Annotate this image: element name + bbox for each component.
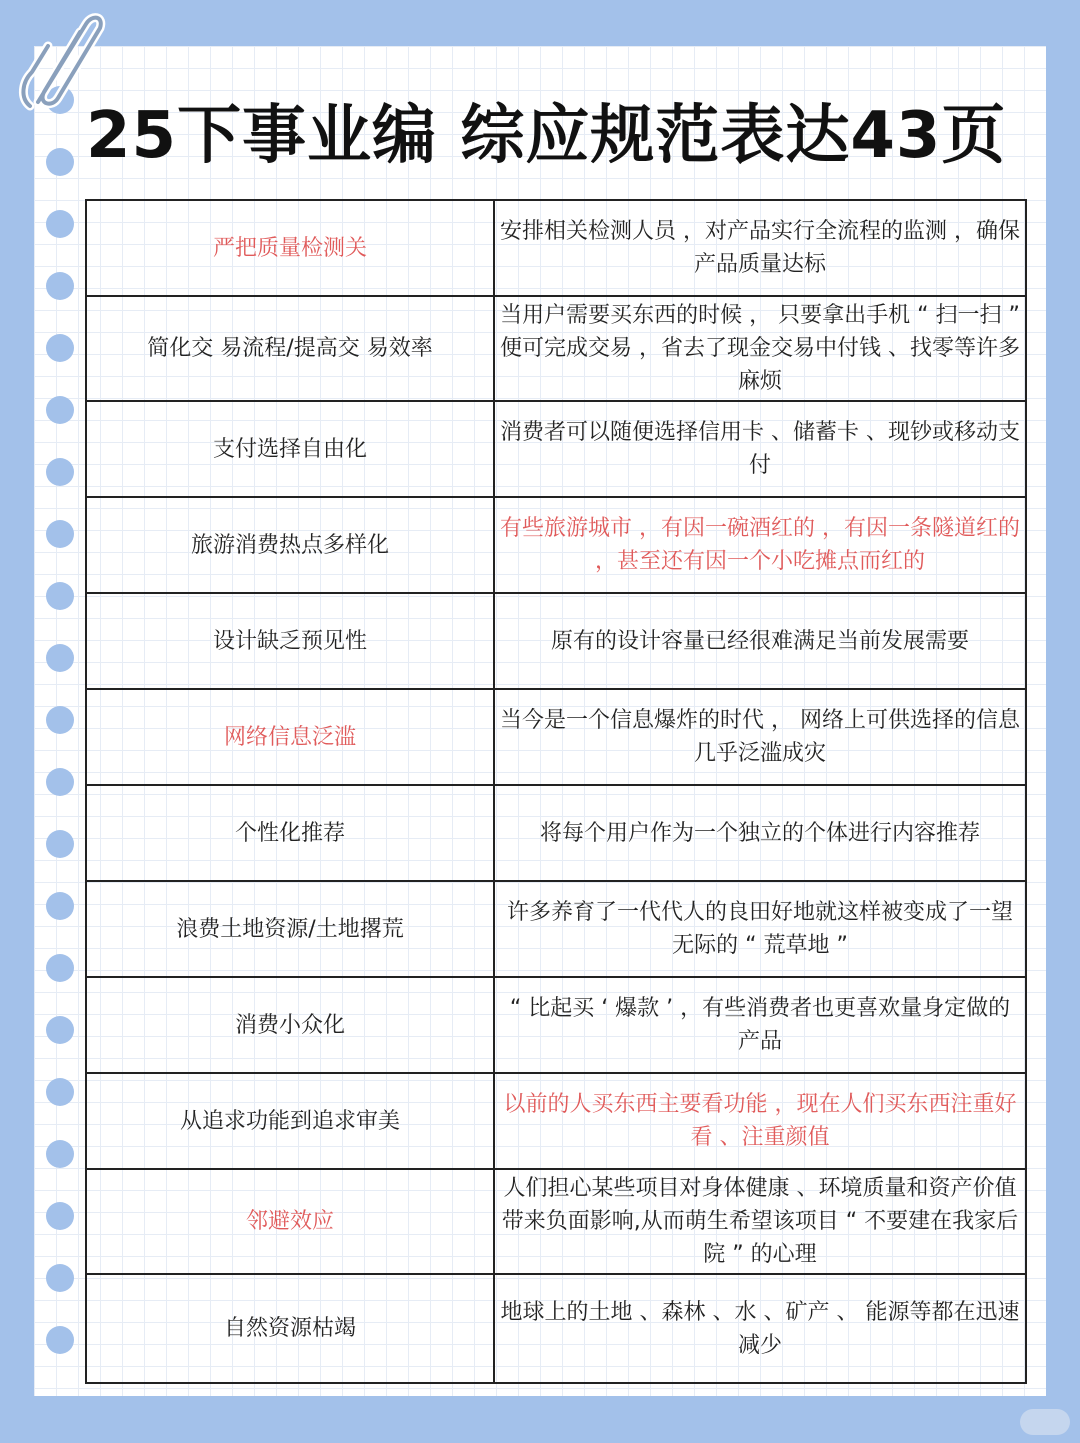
binding-hole (46, 1078, 74, 1106)
binding-hole (46, 954, 74, 982)
binding-hole (46, 1264, 74, 1292)
binding-hole (46, 272, 74, 300)
binding-hole (46, 706, 74, 734)
term-cell: 网络信息泛滥 (86, 689, 494, 785)
table-row (86, 296, 1026, 401)
term-cell: 个性化推荐 (86, 785, 494, 881)
binding-hole (46, 148, 74, 176)
phrase-table (85, 199, 1027, 1384)
binding-hole (46, 1326, 74, 1354)
description-cell: 地球上的土地 、森林 、水 、矿产 、 能源等都在迅速减少 (494, 1274, 1026, 1383)
table-row (86, 497, 1026, 593)
table-row (86, 881, 1026, 977)
table-row (86, 200, 1026, 296)
table-row (86, 1073, 1026, 1169)
description-cell: 当用户需要买东西的时候 ， 只要拿出手机 “ 扫一扫 ” 便可完成交易 ，省去了现金交易中付钱 、找零等许多麻烦 (494, 296, 1026, 401)
table-row (86, 689, 1026, 785)
binding-hole (46, 582, 74, 610)
table-row (86, 1169, 1026, 1274)
binding-hole (46, 520, 74, 548)
table-row (86, 593, 1026, 689)
description-cell: 当今是一个信息爆炸的时代 ， 网络上可供选择的信息几乎泛滥成灾 (494, 689, 1026, 785)
page-title: 25下事业编 综应规范表达43页 (86, 99, 1007, 173)
term-cell: 邻避效应 (86, 1169, 494, 1274)
description-cell: 人们担心某些项目对身体健康 、环境质量和资产价值带来负面影响,从而萌生希望该项目 “ 不要建在我家后院 ” 的心理 (494, 1169, 1026, 1274)
description-cell: 有些旅游城市 ，有因一碗酒红的 ，有因一条隧道红的 ，甚至还有因一个小吃摊点而红的 (494, 497, 1026, 593)
description-cell: “ 比起买 ‘ 爆款 ’ ，有些消费者也更喜欢量身定做的产品 (494, 977, 1026, 1073)
term-cell: 旅游消费热点多样化 (86, 497, 494, 593)
term-cell: 消费小众化 (86, 977, 494, 1073)
binding-hole (46, 334, 74, 362)
table-row (86, 1274, 1026, 1383)
watermark-badge (1020, 1409, 1070, 1435)
term-cell: 支付选择自由化 (86, 401, 494, 497)
notebook-binding (0, 0, 80, 1443)
description-cell: 消费者可以随便选择信用卡 、储蓄卡 、现钞或移动支付 (494, 401, 1026, 497)
description-cell: 以前的人买东西主要看功能 ，现在人们买东西注重好看 、注重颜值 (494, 1073, 1026, 1169)
term-cell: 简化交 易流程/提高交 易效率 (86, 296, 494, 401)
table-row (86, 977, 1026, 1073)
binding-hole (46, 1016, 74, 1044)
binding-hole (46, 644, 74, 672)
description-cell: 原有的设计容量已经很难满足当前发展需要 (494, 593, 1026, 689)
table-row (86, 785, 1026, 881)
description-cell: 许多养育了一代代人的良田好地就这样被变成了一望无际的 “ 荒草地 ” (494, 881, 1026, 977)
table-row (86, 401, 1026, 497)
binding-hole (46, 396, 74, 424)
term-cell: 自然资源枯竭 (86, 1274, 494, 1383)
binding-hole (46, 892, 74, 920)
term-cell: 设计缺乏预见性 (86, 593, 494, 689)
binding-hole (46, 1140, 74, 1168)
term-cell: 浪费土地资源/土地撂荒 (86, 881, 494, 977)
binding-hole (46, 768, 74, 796)
description-cell: 将每个用户作为一个独立的个体进行内容推荐 (494, 785, 1026, 881)
binding-hole (46, 458, 74, 486)
term-cell: 严把质量检测关 (86, 200, 494, 296)
description-cell: 安排相关检测人员 ，对产品实行全流程的监测 ，确保产品质量达标 (494, 200, 1026, 296)
binding-hole (46, 210, 74, 238)
binding-hole (46, 830, 74, 858)
binding-hole (46, 1202, 74, 1230)
term-cell: 从追求功能到追求审美 (86, 1073, 494, 1169)
